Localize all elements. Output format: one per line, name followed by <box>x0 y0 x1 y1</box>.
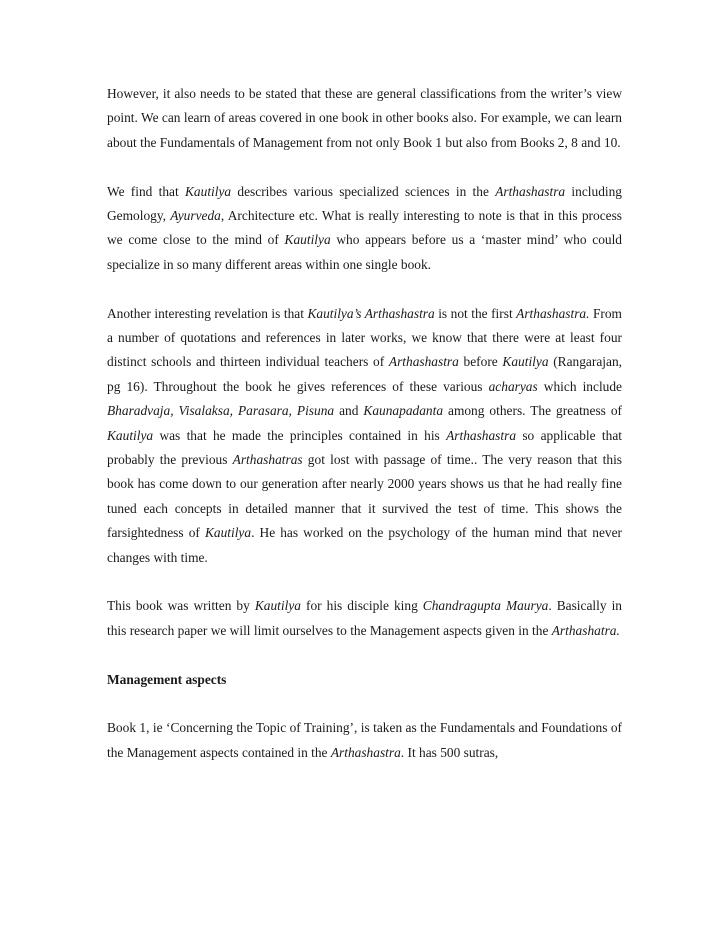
italic-text-run: Arthashastra. <box>516 305 590 321</box>
text-run: so applicable that probably the previous <box>107 427 622 468</box>
italic-text-run: Arthashatras <box>232 452 303 468</box>
text-run: However, it also needs to be stated that these are general classifications from the writer’s view point. We can learn of areas covered in one book in other books also. For example, we can learn about the Fundamentals of Management from not only Book 1 but also from Books 2, 8 and 10. <box>107 86 622 150</box>
text-run: got lost with passage of time.. The very reason that this book has come down to our generation after nearly 2000 years shows us that he had really fine tuned each concepts in detailed manner that it survived the test of time. This shows the farsightedness of <box>107 452 623 541</box>
italic-text-run: Arthashatra. <box>551 622 620 638</box>
text-run: Book 1, ie ‘Concerning the Topic of Training’, is taken as the Fundamentals and Foundations of the Management aspects contained in the <box>107 720 622 760</box>
section-heading: Management aspects <box>107 671 227 687</box>
text-run: We find that <box>107 183 185 199</box>
text-run: Another interesting revelation is that <box>107 305 308 321</box>
paragraph-revelation <box>107 302 622 570</box>
paragraph-disciple <box>107 594 622 643</box>
document-page <box>107 82 622 790</box>
text-run: for his disciple king <box>300 598 423 614</box>
paragraph-specialized-sciences <box>107 180 622 278</box>
italic-text-run: Ayurveda <box>170 208 221 224</box>
italic-text-run: Kaunapadanta <box>363 403 444 419</box>
text-run: From a number of quotations and references in later works, we know that there were at least four distinct schools and thirteen individual teachers of <box>107 305 622 370</box>
italic-text-run: Kautilya <box>284 232 331 248</box>
paragraph-book-one <box>107 716 622 765</box>
italic-text-run: Chandragupta Maurya <box>422 598 549 614</box>
italic-text-run: Kautilya <box>107 427 154 443</box>
text-run: among others. The greatness of <box>443 403 623 419</box>
text-run: was that he made the principles contained in his <box>153 427 447 443</box>
italic-text-run: Arthashastra <box>330 744 401 760</box>
italic-text-run: Arthashastra <box>388 354 459 370</box>
text-run: before <box>458 354 503 370</box>
text-run: describes various specialized sciences in the <box>231 183 496 199</box>
text-run: . Basically in this research paper we will limit ourselves to the Management aspects given in the <box>107 598 622 638</box>
text-run: (Rangarajan, pg 16). Throughout the book he gives references of these various <box>107 354 622 394</box>
italic-text-run: Kautilya’s Arthashastra <box>307 305 435 321</box>
italic-text-run: Kautilya <box>254 598 301 614</box>
italic-text-run: Kautilya <box>502 354 549 370</box>
text-run: is not the first <box>434 305 517 321</box>
italic-text-run: acharyas <box>488 378 538 394</box>
italic-text-run: Kautilya <box>204 525 252 541</box>
italic-text-run: Kautilya <box>185 183 232 199</box>
text-run: and <box>334 403 364 419</box>
italic-text-run: Arthashastra <box>495 183 566 199</box>
text-run: , Architecture etc. What is really interesting to note is that in this process we come close to the mind of <box>107 208 623 248</box>
text-run: This book was written by <box>107 598 255 614</box>
italic-text-run: Arthashastra <box>446 427 517 443</box>
text-run: including Gemology, <box>107 183 622 224</box>
text-run: . It has 500 sutras, <box>400 744 499 760</box>
text-run: . He has worked on the psychology of the human mind that never changes with time. <box>107 525 622 565</box>
text-run: which include <box>537 378 623 394</box>
italic-text-run: Bharadvaja, Visalaksa, Parasara, Pisuna <box>107 403 335 419</box>
paragraph-classifications <box>107 82 622 155</box>
text-run: who appears before us a ‘master mind’ who could specialize in so many different areas within one single book. <box>107 232 622 272</box>
